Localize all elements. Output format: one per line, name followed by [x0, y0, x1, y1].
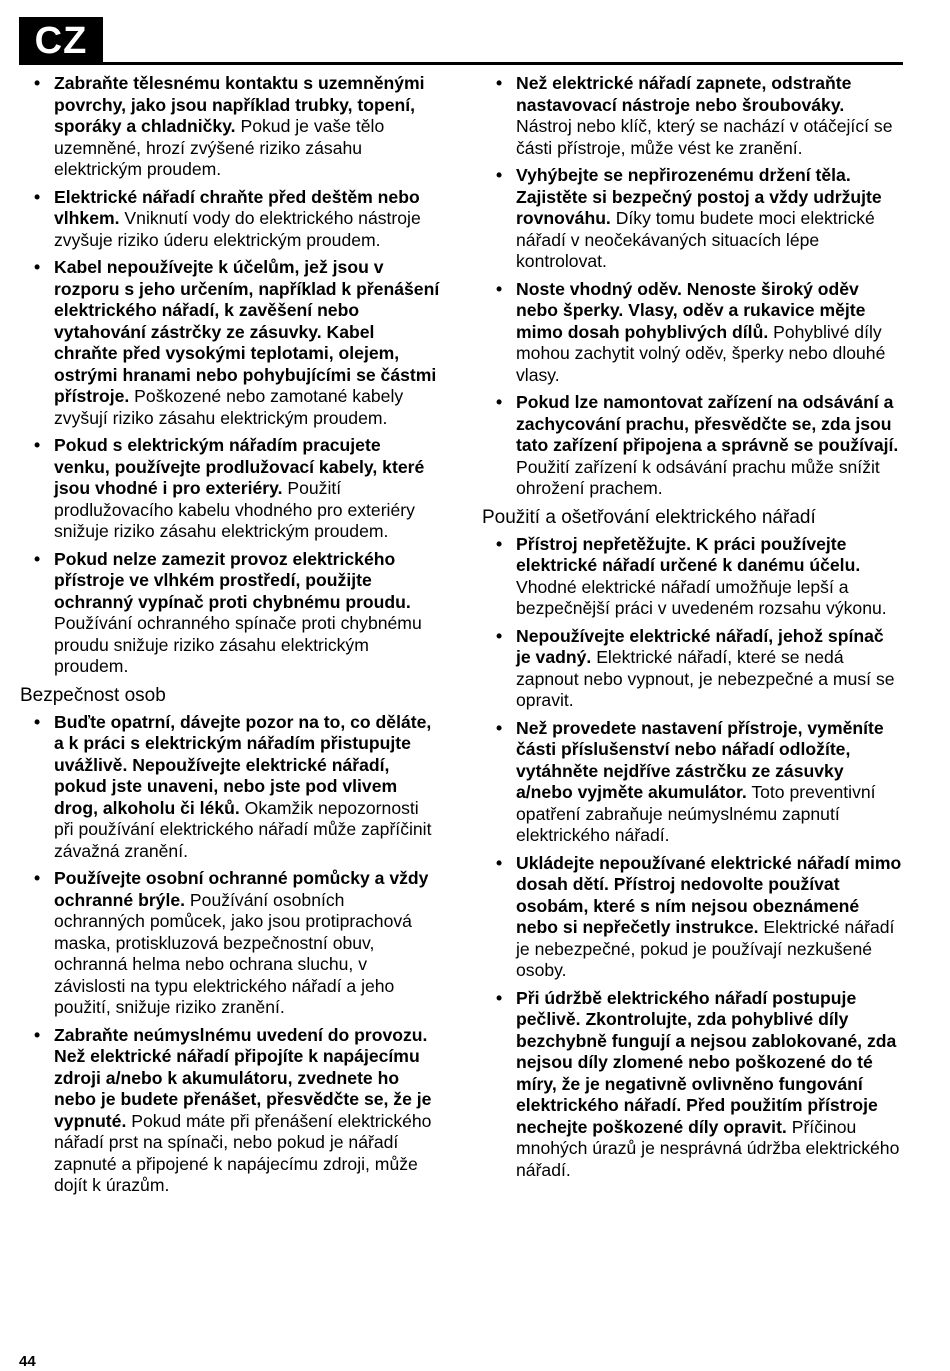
item-text: Příčinou mnohých úrazů je nesprávná údržba elektrického nářadí. — [516, 1116, 900, 1180]
item-text: Okamžik nepozornosti při používání elektrického nářadí může zapříčinit závažná zranění. — [54, 797, 432, 861]
item-text: Použití zařízení k odsávání prachu může snížit ohrožení prachem. — [516, 456, 880, 498]
list-item — [482, 534, 902, 620]
item-text: Elektrické nářadí, které se nedá zapnout nebo vypnout, je nebezpečné a musí se opravit. — [516, 647, 895, 710]
item-lead: Nepoužívejte elektrické nářadí, jehož spínač je vadný. — [516, 625, 884, 667]
list-item — [482, 853, 902, 982]
left-column — [20, 73, 440, 1203]
item-lead: Než elektrické nářadí zapnete, odstraňte nastavovací nástroje nebo šroubováky. — [516, 73, 852, 115]
item-lead: Zabraňte neúmyslnému uvedení do provozu. Než elektrické nářadí připojíte k napájecímu zdroji a/nebo k akumulátoru, zvednete ho nebo je budete přenášet, přesvědčte se, že je vypnuté. — [54, 1024, 432, 1131]
list-item — [20, 1025, 440, 1197]
safety-list-personal — [20, 712, 440, 1197]
item-text: Používání ochranného spínače proti chybnému proudu snižuje riziko zásahu elektrickým proudem. — [54, 613, 422, 676]
safety-list-tool-use — [482, 534, 902, 1182]
list-item — [20, 187, 440, 252]
item-lead: Pokud lze namontovat zařízení na odsávání a zachycování prachu, přesvědčte se, zda jsou tato zařízení připojena a správně se používají. — [516, 392, 899, 455]
item-lead: Noste vhodný oděv. Nenoste široký oděv nebo šperky. Vlasy, oděv a rukavice mějte mimo dosah pohyblivých dílů. — [516, 278, 866, 342]
list-item — [482, 392, 902, 500]
item-lead: Kabel nepoužívejte k účelům, jež jsou v rozporu s jeho určením, například k přenášení elektrického nářadí, k zavěšení nebo vytahování zástrčky ze zásuvky. Kabel chraňte před vysokými teplotami, olejem, ostrými hranami nebo pohybujícími se částmi přístroje. — [54, 257, 440, 406]
item-lead: Ukládejte nepoužívané elektrické nářadí mimo dosah dětí. Přístroj nedovolte používat osobám, které s ním nejsou obeznámené nebo si nepřečetly instrukce. — [516, 852, 902, 937]
item-lead: Buďte opatrní, dávejte pozor na to, co děláte, a k práci s elektrickým nářadím přistupujte uvážlivě. Nepoužívejte elektrické nářadí, pokud jste unaveni, nebo jste pod vlivem drog, alkoholu či léků. — [54, 711, 432, 818]
item-lead: Pokud s elektrickým nářadím pracujete venku, používejte prodlužovací kabely, které jsou vhodné i pro exteriéry. — [54, 435, 425, 498]
list-item — [20, 868, 440, 1019]
item-text: Vniknutí vody do elektrického nástroje zvyšuje riziko úderu elektrickým proudem. — [54, 208, 421, 250]
list-item — [482, 988, 902, 1182]
list-item — [20, 257, 440, 429]
item-text: Toto preventivní opatření zabraňuje neúmyslnému zapnutí elektrického nářadí. — [516, 782, 876, 845]
item-lead: Zabraňte tělesnému kontaktu s uzemněnými povrchy, jako jsou například trubky, topení, sporáky a chladničky. — [54, 73, 425, 136]
item-text: Používání osobních ochranných pomůcek, jako jsou protiprachová maska, protiskluzová bezpečnostní obuv, ochranná helma nebo ochrana sluchu, v závislosti na typu elektrického nářadí a jeho použití, snižuje riziko zranění. — [54, 889, 412, 1017]
safety-list-personal-cont — [482, 73, 902, 500]
item-text: Nástroj nebo klíč, který se nachází v otáčející se části přístroje, může vést ke zranění. — [516, 116, 893, 158]
list-item — [482, 279, 902, 387]
item-text: Díky tomu budete moci elektrické nářadí v neočekávaných situacích lépe kontrolovat. — [516, 208, 875, 271]
language-badge: CZ — [19, 17, 103, 65]
safety-list-electrical — [20, 73, 440, 678]
item-text: Použití prodlužovacího kabelu vhodného pro exteriéry snižuje riziko zásahu elektrickým proudem. — [54, 478, 415, 541]
list-item — [482, 73, 902, 159]
item-text: Vhodné elektrické nářadí umožňuje lepší a bezpečnější práci v uvedeném rozsahu výkonu. — [516, 576, 887, 618]
item-lead: Pokud nelze zamezit provoz elektrického přístroje ve vlhkém prostředí, použijte ochranný vypínač proti chybnému proudu. — [54, 548, 411, 612]
header-rule — [19, 62, 903, 65]
item-text: Pokud máte při přenášení elektrického nářadí prst na spínači, nebo pokud je nářadí zapnuté a připojené k napájecímu zdroji, může dojít k úrazům. — [54, 1110, 432, 1195]
list-item — [20, 435, 440, 543]
list-item — [482, 165, 902, 273]
item-text: Elektrické nářadí je nebezpečné, pokud je používají nezkušené osoby. — [516, 917, 895, 980]
list-item — [20, 712, 440, 863]
list-item — [482, 718, 902, 847]
list-item — [20, 549, 440, 678]
section-title-tool-use: Použití a ošetřování elektrického nářadí — [482, 506, 816, 528]
list-item — [482, 626, 902, 712]
section-title-personal-safety: Bezpečnost osob — [20, 684, 166, 706]
item-lead: Používejte osobní ochranné pomůcky a vždy ochranné brýle. — [54, 868, 429, 910]
item-text: Pohyblivé díly mohou zachytit volný oděv, šperky nebo dlouhé vlasy. — [516, 321, 886, 385]
item-text: Poškozené nebo zamotané kabely zvyšují riziko zásahu elektrickým proudem. — [54, 386, 404, 428]
item-lead: Při údržbě elektrického nářadí postupuje pečlivě. Zkontrolujte, zda pohyblivé díly bezchybně fungují a nejsou zablokované, zda nejsou díly zlomené nebo poškozené do té míry, že je negativně ovlivněno fungování elektrického nářadí. Před použitím přístroje nechejte poškozené díly opravit. — [516, 987, 897, 1137]
right-column — [482, 73, 902, 1187]
item-text: Pokud je vaše tělo uzemněné, hrozí zvýšené riziko zásahu elektrickým proudem. — [54, 116, 385, 179]
item-lead: Přístroj nepřetěžujte. K práci používejte elektrické nářadí určené k danému účelu. — [516, 533, 861, 575]
item-lead: Vyhýbejte se nepřirozenému držení těla. Zajistěte si bezpečný postoj a vždy udržujte rovnováhu. — [516, 165, 882, 228]
list-item — [20, 73, 440, 181]
item-lead: Než provedete nastavení přístroje, vyměníte části příslušenství nebo nářadí odložíte, vytáhněte nejdříve zástrčku ze zásuvky a/nebo vyjměte akumulátor. — [516, 717, 884, 802]
page-number: 44 — [19, 1353, 36, 1370]
item-lead: Elektrické nářadí chraňte před deštěm nebo vlhkem. — [54, 186, 420, 228]
